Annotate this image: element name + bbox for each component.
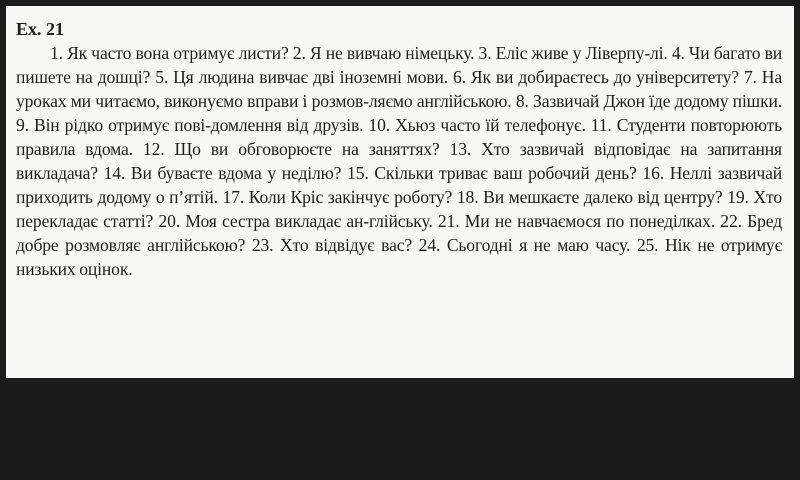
document-page <box>6 6 794 378</box>
exercise-text: 1. Як часто вона отримує листи? 2. Я не вивчаю німецьку. 3. Еліс живе у Ліверпу-лі. 4. Чи багато ви пишете на дошці? 5. Ця людина вивчає дві іноземні мови. 6. Як ви добираєтесь до університету? 7. На уроках ми читаємо, виконуємо вправи і розмов-ляємо англійською. 8. Зазвичай Джон їде додому пішки. 9. Він рідко отримує пові-домлення від друзів. 10. Хьюз часто їй телефонує. 11. Студенти повторюють правила вдома. 12. Що ви обговорюєте на заняттях? 13. Хто зазвичай відповідає на запитання викладача? 14. Ви буваєте вдома у неділю? 15. Скільки триває ваш робочий день? 16. Неллі зазвичай приходить додому о п’ятій. 17. Коли Кріс закінчує роботу? 18. Ви мешкаєте далеко від центру? 19. Хто перекладає статті? 20. Моя сестра викладає ан-глійську. 21. Ми не навчаємося по понеділках. 22. Бред добре розмовляє англійською? 23. Хто відвідує вас? 24. Сьогодні я не маю часу. 25. Нік не отримує низьких оцінок. <box>16 43 782 279</box>
exercise-title: Ex. 21 <box>16 19 65 39</box>
